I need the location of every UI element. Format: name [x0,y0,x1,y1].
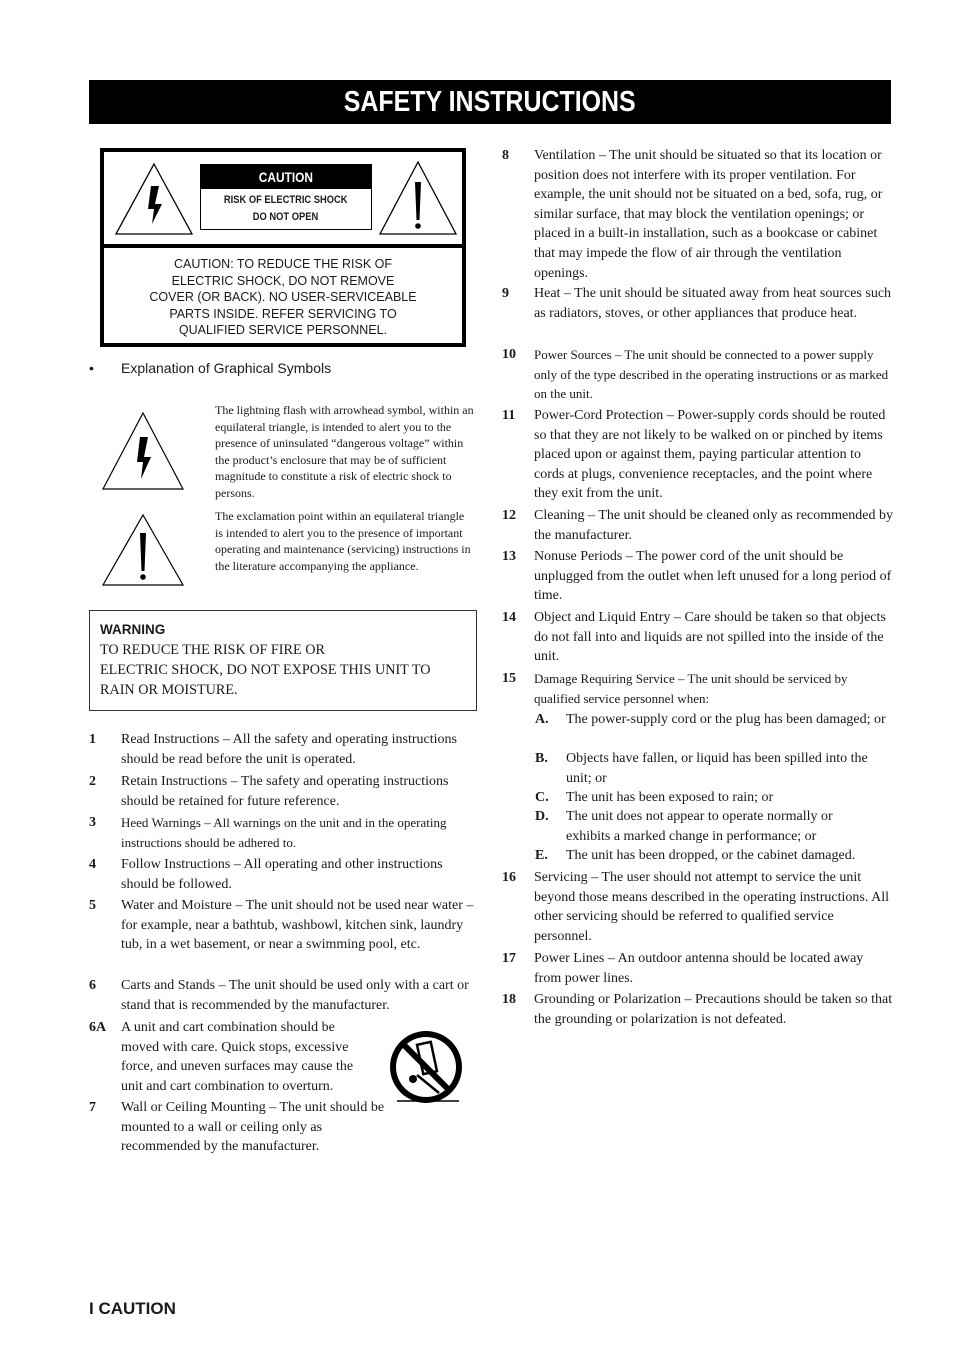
sub-item-letter: B. [535,751,548,766]
item-text: Damage Requiring Service – The unit should be serviced by qualified service personnel when: [534,671,848,706]
item-text: Water and Moisture – The unit should not be used near water – for example, near a bathtub, washbowl, kitchen sink, laundry tub, in a wet basement, or near a swimming pool, etc. [121,898,474,953]
exclamation-triangle-icon [376,158,460,238]
item-text: Heat – The unit should be situated away from heat sources such as radiators, stoves, or other appliances that produce heat. [534,286,892,321]
item-text: Carts and Stands – The unit should be used only with a cart or stand that is recommended by the manufacturer. [121,978,469,1013]
item-number: 7 [89,1100,96,1115]
caution-text-line: COVER (OR BACK). NO USER-SERVICEABLE [149,290,417,305]
caution-box [100,148,466,347]
item-text: Follow Instructions – All operating and other instructions should be followed. [121,857,443,892]
sub-item-letter: A. [535,712,549,727]
item-text: Power-Cord Protection – Power-supply cords should be routed so that they are not likely to be walked on or pinched by items placed upon or against them, paying particular attention to cords at plugs, convenience receptacles, and the point where they exit from the unit. [534,408,886,502]
item-text: Nonuse Periods – The power cord of the unit should be unplugged from the outlet when left unused for a long period of time. [534,549,892,604]
item-number: 14 [502,610,516,625]
item-number: 18 [502,992,516,1007]
item-text: A unit and cart combination should be moved with care. Quick stops, excessive force, and uneven surfaces may cause the unit and cart combination to overturn. [121,1020,354,1094]
page-footer: I CAUTION [89,1299,176,1318]
page-title-text: SAFETY INSTRUCTIONS [344,85,636,118]
item-number: 17 [502,951,516,966]
item-text: Cleaning – The unit should be cleaned only as recommended by the manufacturer. [534,508,893,543]
lightning-explanation: The lightning flash with arrowhead symbol, within an equilateral triangle, is intended to alert you to the presence of uninsulated “dangerous voltage” within the product’s enclosure that may be of sufficient magnitude to constitute a risk of electric shock to persons. [215,403,474,500]
caution-text-line: PARTS INSIDE. REFER SERVICING TO [169,306,397,321]
caution-text-line: QUALIFIED SERVICE PERSONNEL. [178,323,388,338]
item-number: 2 [89,774,96,789]
item-number: 4 [89,857,96,872]
item-number: 12 [502,508,516,523]
lightning-triangle-icon [101,411,185,491]
caution-label-line1: RISK OF ELECTRIC SHOCK [224,194,348,206]
warning-line: TO REDUCE THE RISK OF FIRE OR [100,642,325,658]
exclamation-explanation: The exclamation point within an equilateral triangle is intended to alert you to the presence of important operating and maintenance (servicing) instructions in the literature accompanying the appliance. [215,509,471,573]
sub-item-text: The unit does not appear to operate normally or exhibits a marked change in performance; or [566,809,833,844]
sub-item-text: The unit has been exposed to rain; or [566,790,774,805]
warning-line: ELECTRIC SHOCK, DO NOT EXPOSE THIS UNIT TO [100,662,431,678]
caution-text [104,256,462,339]
item-text: Wall or Ceiling Mounting – The unit should be mounted to a wall or ceiling only as recommended by the manufacturer. [121,1100,385,1155]
sub-item-letter: E. [535,848,548,863]
caution-label-line2: DO NOT OPEN [253,211,319,223]
item-number: 5 [89,898,96,913]
item-number: 15 [502,671,516,686]
warning-line: RAIN OR MOISTURE. [100,682,238,698]
sub-item-letter: C. [535,790,549,805]
exclamation-triangle-icon [101,513,185,587]
item-number: 1 [89,732,96,747]
item-number: 8 [502,148,509,163]
caution-text-line: ELECTRIC SHOCK, DO NOT REMOVE [171,273,395,288]
caution-text-line: CAUTION: TO REDUCE THE RISK OF [173,257,393,271]
item-text: Object and Liquid Entry – Care should be taken so that objects do not fall into and liquids are not spilled into the inside of the unit. [534,610,886,665]
item-number: 6 [89,978,96,993]
bullet: • [89,360,94,376]
item-number: 9 [502,286,509,301]
item-text: Heed Warnings – All warnings on the unit and in the operating instructions should be adhered to. [121,815,447,850]
item-number: 16 [502,870,516,885]
item-number: 13 [502,549,516,564]
item-number: 3 [89,815,96,830]
cart-tip-over-warning-icon [387,1027,467,1107]
item-number: 10 [502,347,516,362]
symbols-heading-text: Explanation of Graphical Symbols [121,360,332,376]
sub-item-text: Objects have fallen, or liquid has been spilled into the unit; or [566,751,868,786]
warning-box [89,610,477,711]
item-text: Grounding or Polarization – Precautions should be taken so that the grounding or polarization is not defeated. [534,992,893,1027]
warning-title: WARNING [100,622,166,637]
lightning-triangle-icon [112,160,196,238]
item-text: Read Instructions – All the safety and operating instructions should be read before the unit is operated. [121,732,457,767]
caution-box-header [104,152,462,248]
caution-label-title: CAUTION [258,169,314,185]
caution-label [200,164,372,230]
item-text: Retain Instructions – The safety and operating instructions should be retained for future reference. [121,774,449,809]
item-number: 11 [502,408,516,423]
item-text: Servicing – The user should not attempt to service the unit beyond those means described in the operating instructions. All other servicing should be referred to qualified service personnel. [534,870,889,944]
sub-item-letter: D. [535,809,549,824]
item-text: Power Sources – The unit should be connected to a power supply only of the type described in the operating instructions or as marked on the unit. [534,347,889,402]
page-title [89,80,891,124]
item-text: Ventilation – The unit should be situated so that its location or position does not interfere with its proper ventilation. For example, the unit should not be situated on a bed, sofa, rug, or similar surface, that may block the ventilation openings; or placed in a built-in installation, such as a bookcase or cabinet that may impede the flow of air through the ventilation openings. [534,148,883,281]
sub-item-text: The unit has been dropped, or the cabinet damaged. [566,848,856,863]
sub-item-text: The power-supply cord or the plug has been damaged; or [566,712,886,727]
item-text: Power Lines – An outdoor antenna should be located away from power lines. [534,951,864,986]
item-number: 6A [89,1020,107,1035]
